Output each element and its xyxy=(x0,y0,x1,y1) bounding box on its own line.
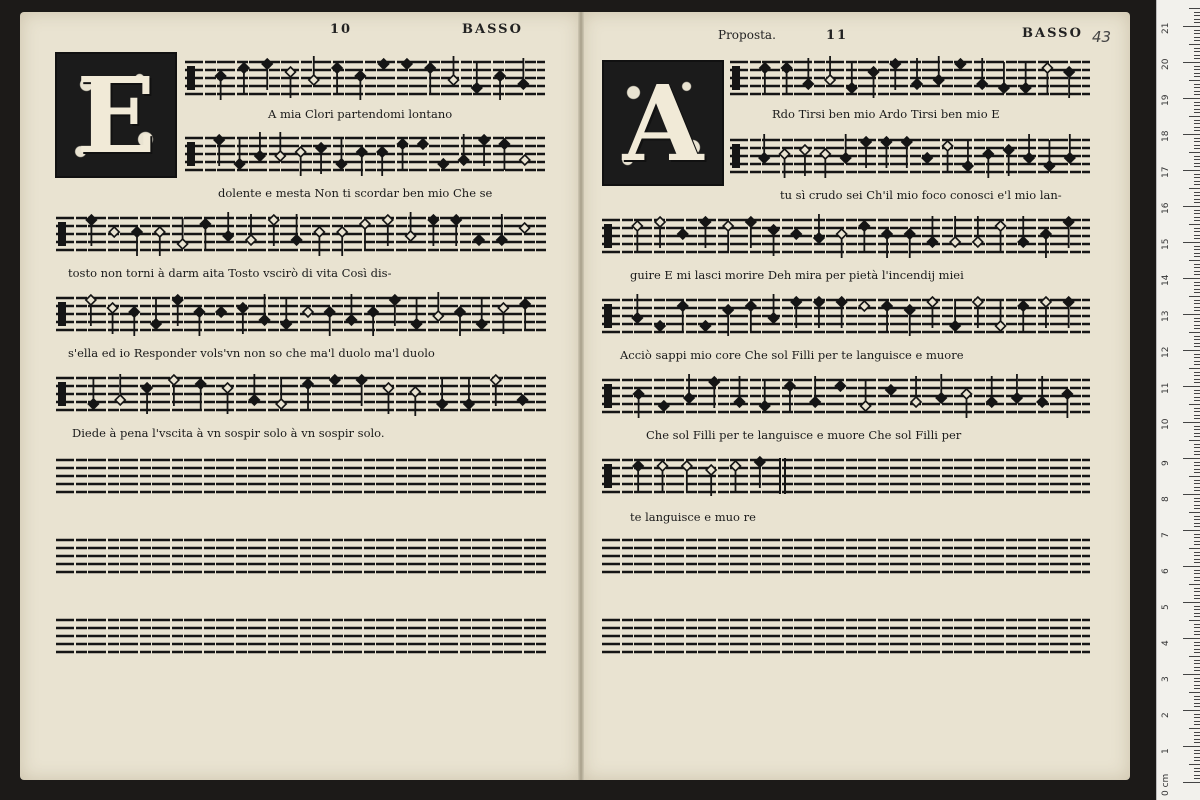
empty-staff xyxy=(602,614,1090,658)
empty-staff xyxy=(56,534,546,578)
music-note xyxy=(216,307,226,317)
lyric-line: Che sol Filli per te languisce e muore Che sol Filli per xyxy=(646,428,962,442)
staff-system xyxy=(602,214,1090,258)
lyric-line: tu sì crudo sei Ch'il mio foco conosci e'l mio lan- xyxy=(780,188,1062,202)
music-note xyxy=(955,59,965,69)
music-note xyxy=(659,401,669,411)
folio-annotation: 43 xyxy=(1092,28,1112,46)
music-staff xyxy=(602,454,1090,498)
clef-symbol xyxy=(604,464,612,488)
ruler-mark: 10 xyxy=(1161,418,1171,430)
staff-system xyxy=(56,292,546,336)
book-gutter xyxy=(578,12,584,780)
music-note xyxy=(303,307,313,317)
left-part-name: BASSO xyxy=(462,22,523,37)
staff-system xyxy=(185,56,545,100)
ruler-mark: 8 xyxy=(1161,496,1171,502)
ruler-mark: 6 xyxy=(1161,568,1171,574)
staff-system xyxy=(56,212,546,256)
staff-system xyxy=(730,134,1090,178)
music-staff xyxy=(185,56,545,100)
clef-symbol xyxy=(187,66,195,90)
clef-symbol xyxy=(604,304,612,328)
music-staff xyxy=(56,372,546,416)
music-staff xyxy=(185,132,545,176)
music-note xyxy=(791,229,801,239)
music-staff xyxy=(730,134,1090,178)
initial-letter: E xyxy=(76,53,156,177)
lyric-line: Diede à pena l'vscita à vn sospir solo à vn sospir solo. xyxy=(72,426,385,440)
clef-symbol xyxy=(604,224,612,248)
staff-system xyxy=(56,372,546,416)
music-note xyxy=(835,381,845,391)
music-note xyxy=(418,139,428,149)
lyric-line: dolente e mesta Non ti scordar ben mio Che se xyxy=(218,186,493,200)
music-staff xyxy=(56,212,546,256)
lyric-line: s'ella ed io Responder vols'vn non so che ma'l duolo ma'l duolo xyxy=(68,346,435,360)
clef-symbol xyxy=(732,144,740,168)
empty-staff xyxy=(56,454,546,498)
right-part-name: BASSO xyxy=(1022,26,1083,41)
music-staff xyxy=(602,294,1090,338)
clef-symbol xyxy=(58,382,66,406)
ruler-mark: 17 xyxy=(1161,166,1171,178)
ruler-mark: 3 xyxy=(1161,676,1171,682)
lyric-line: te languisce e muo re xyxy=(630,510,756,524)
lyric-line: tosto non torni à darm aita Tosto vscirò di vita Così dis- xyxy=(68,266,392,280)
clef-symbol xyxy=(732,66,740,90)
ruler-mark: 14 xyxy=(1161,274,1171,286)
ruler-mark: 9 xyxy=(1161,460,1171,466)
ruler-mark: 16 xyxy=(1161,202,1171,214)
music-staff xyxy=(602,214,1090,258)
music-note xyxy=(700,321,710,331)
music-note xyxy=(922,153,932,163)
staff-system xyxy=(602,294,1090,338)
ruler-mark: 2 xyxy=(1161,712,1171,718)
decorated-initial-left xyxy=(55,52,177,178)
right-title: Proposta. xyxy=(718,28,776,42)
ruler-mark: 21 xyxy=(1161,22,1171,34)
staff-system xyxy=(602,454,1090,498)
music-staff xyxy=(730,56,1090,100)
music-note xyxy=(518,395,528,405)
ruler-mark: 4 xyxy=(1161,640,1171,646)
initial-letter: A xyxy=(622,61,704,185)
lyric-line: guire E mi lasci morire Deh mira per pietà l'incendij miei xyxy=(630,268,964,282)
ruler-mark: 19 xyxy=(1161,94,1171,106)
lyric-line: A mia Clori partendomi lontano xyxy=(268,107,453,121)
measuring-ruler xyxy=(1156,0,1200,800)
music-note xyxy=(678,229,688,239)
clef-symbol xyxy=(604,384,612,408)
staff-system xyxy=(602,374,1090,418)
lyric-line: Rdo Tirsi ben mio Ardo Tirsi ben mio E xyxy=(772,107,1000,121)
ruler-mark: 15 xyxy=(1161,238,1171,250)
music-note xyxy=(438,159,448,169)
music-staff xyxy=(56,292,546,336)
music-note xyxy=(402,59,412,69)
music-note xyxy=(520,155,530,165)
music-note xyxy=(379,59,389,69)
ruler-mark: 5 xyxy=(1161,604,1171,610)
music-staff xyxy=(602,374,1090,418)
ruler-mark: 13 xyxy=(1161,310,1171,322)
empty-staff xyxy=(602,534,1090,578)
staff-system xyxy=(730,56,1090,100)
music-note xyxy=(520,223,530,233)
ruler-mark: 12 xyxy=(1161,346,1171,358)
music-note xyxy=(474,235,484,245)
ruler-mark: 20 xyxy=(1161,58,1171,70)
lyric-line: Acciò sappi mio core Che sol Filli per te languisce e muore xyxy=(620,348,964,362)
music-note xyxy=(655,321,665,331)
music-note xyxy=(886,385,896,395)
music-note xyxy=(859,301,869,311)
music-note xyxy=(109,227,119,237)
clef-symbol xyxy=(187,142,195,166)
decorated-initial-right xyxy=(602,60,724,186)
ruler-mark: 7 xyxy=(1161,532,1171,538)
right-page-number: 11 xyxy=(826,28,849,43)
music-note xyxy=(330,375,340,385)
ruler-mark: 11 xyxy=(1161,382,1171,394)
ruler-unit: 0 cm xyxy=(1161,773,1171,796)
clef-symbol xyxy=(58,222,66,246)
ruler-mark: 18 xyxy=(1161,130,1171,142)
staff-system xyxy=(185,132,545,176)
left-page-number: 10 xyxy=(330,22,353,37)
empty-staff xyxy=(56,614,546,658)
ruler-mark: 1 xyxy=(1161,748,1171,754)
clef-symbol xyxy=(58,302,66,326)
